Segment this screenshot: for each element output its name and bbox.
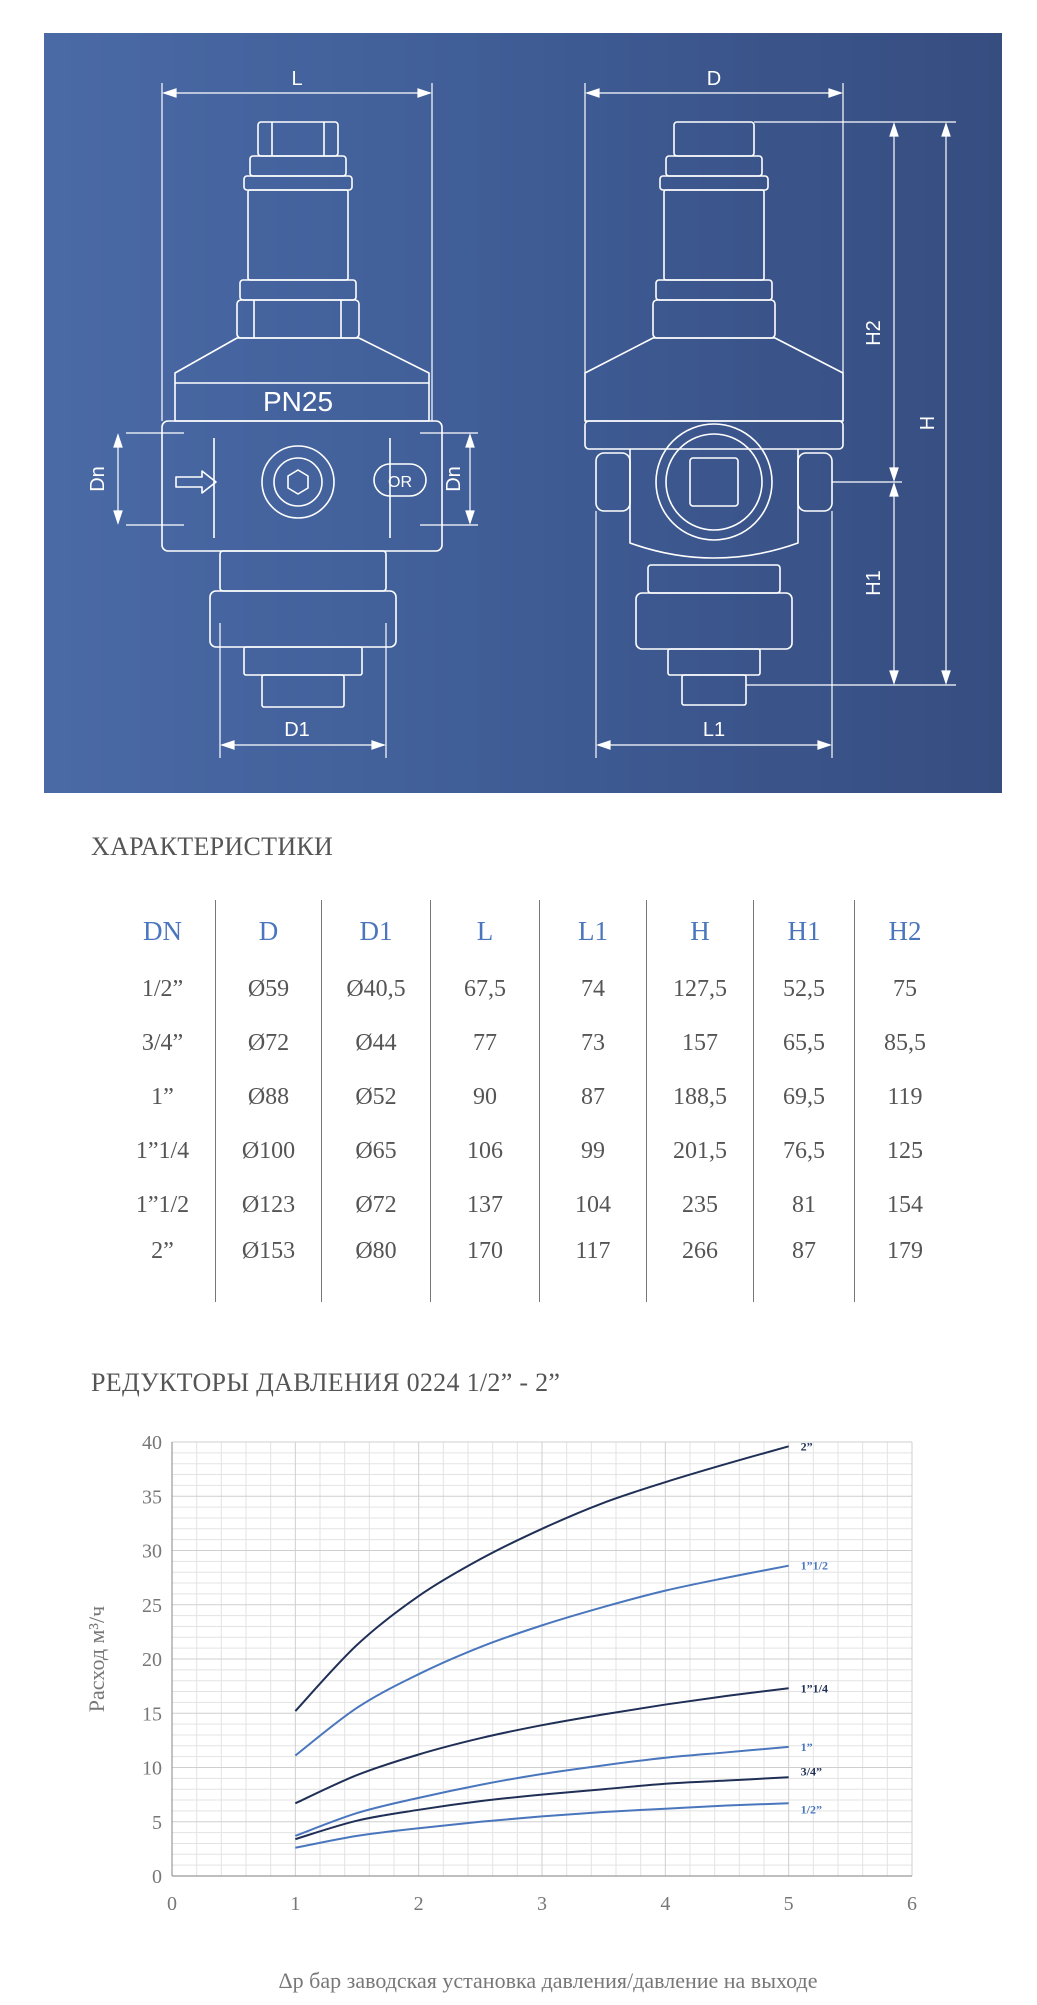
dim-label-dn-right: Dn — [443, 466, 465, 492]
series-label: 1” — [800, 1739, 813, 1754]
dim-label-l1: L1 — [702, 719, 726, 741]
cell-h1: 81 — [754, 1178, 855, 1232]
cell-d: Ø59 — [216, 962, 322, 1016]
x-tick-label: 2 — [413, 1893, 424, 1915]
drawing-labels — [87, 68, 939, 741]
header-h: H — [647, 900, 754, 962]
y-tick-label: 5 — [152, 1811, 162, 1834]
cell-d1: Ø40,5 — [322, 962, 431, 1016]
cell-h2: 179 — [855, 1232, 956, 1302]
y-tick-label: 15 — [142, 1703, 162, 1726]
y-tick-label: 20 — [142, 1649, 162, 1671]
x-tick-label: 5 — [783, 1893, 794, 1915]
cell-d: Ø88 — [216, 1070, 322, 1124]
series-label: 1/2” — [800, 1802, 823, 1817]
cell-h: 157 — [647, 1016, 754, 1070]
cell-d1: Ø52 — [322, 1070, 431, 1124]
x-tick-label: 1 — [290, 1893, 301, 1915]
series-label: 1”1/2 — [800, 1558, 829, 1573]
header-dn: DN — [143, 915, 182, 946]
x-axis-label: Δр бар заводская установка давления/давление на выходе — [278, 1968, 818, 1993]
cell-l: 77 — [431, 1016, 540, 1070]
cell-h1: 69,5 — [754, 1070, 855, 1124]
brand-logo: OR — [388, 474, 412, 491]
cell-l: 137 — [431, 1178, 540, 1232]
y-tick-label: 0 — [152, 1866, 162, 1888]
cell-h: 266 — [647, 1232, 754, 1302]
table-row — [110, 1070, 955, 1124]
x-tick-label: 0 — [167, 1893, 177, 1915]
cell-dn: 1/2” — [141, 975, 184, 1002]
series-label: 3/4” — [800, 1764, 823, 1779]
cell-l: 67,5 — [431, 962, 540, 1016]
x-tick-label: 3 — [537, 1893, 547, 1915]
dim-label-h2: H2 — [863, 320, 885, 346]
cell-h: 235 — [647, 1178, 754, 1232]
series-label: 1”1/4 — [800, 1681, 829, 1696]
pn-marking: PN25 — [262, 386, 334, 417]
cell-dn: 1”1/2 — [135, 1191, 190, 1218]
y-tick-label: 10 — [142, 1757, 162, 1780]
cell-dn: 3/4” — [141, 1029, 184, 1056]
cell-l1: 74 — [540, 962, 647, 1016]
y-tick-label: 25 — [142, 1594, 162, 1617]
cell-d1: Ø65 — [322, 1124, 431, 1178]
chart-title: РЕДУКТОРЫ ДАВЛЕНИЯ 0224 1/2” - 2” — [91, 1368, 561, 1397]
table-row — [110, 1124, 955, 1178]
cell-h: 188,5 — [647, 1070, 754, 1124]
x-tick-label: 6 — [907, 1893, 917, 1915]
dim-label-d: D — [706, 68, 722, 90]
specs-title: ХАРАКТЕРИСТИКИ — [91, 832, 334, 861]
y-tick-label: 30 — [142, 1540, 162, 1563]
cell-d: Ø72 — [216, 1016, 322, 1070]
cell-h2: 154 — [855, 1178, 956, 1232]
flow-chart-svg — [0, 1400, 1037, 2000]
cell-l1: 87 — [540, 1070, 647, 1124]
cell-h1: 87 — [754, 1232, 855, 1302]
technical-drawing — [44, 33, 1002, 793]
specs-table — [110, 900, 955, 1302]
y-tick-label: 35 — [142, 1486, 162, 1509]
table-row — [110, 1016, 955, 1070]
cell-l1: 73 — [540, 1016, 647, 1070]
cell-h2: 125 — [855, 1124, 956, 1178]
cell-h2: 85,5 — [855, 1016, 956, 1070]
cell-h1: 65,5 — [754, 1016, 855, 1070]
cell-dn: 2” — [151, 1238, 174, 1264]
cell-l: 170 — [431, 1232, 540, 1302]
dim-label-d1: D1 — [284, 719, 310, 741]
header-l1: L1 — [540, 900, 647, 962]
cell-l1: 117 — [540, 1232, 647, 1302]
cell-l: 90 — [431, 1070, 540, 1124]
y-axis-label: Расход м³/ч — [84, 1605, 109, 1713]
header-d1: D1 — [322, 900, 431, 962]
cell-h: 127,5 — [647, 962, 754, 1016]
cell-h1: 52,5 — [754, 962, 855, 1016]
cell-d: Ø153 — [216, 1232, 322, 1302]
cell-d1: Ø80 — [322, 1232, 431, 1302]
valve-drawing-svg — [44, 33, 1002, 793]
cell-h1: 76,5 — [754, 1124, 855, 1178]
cell-h: 201,5 — [647, 1124, 754, 1178]
dim-label-dn-left: Dn — [87, 466, 109, 492]
header-l: L — [431, 900, 540, 962]
table-header-row — [110, 900, 955, 962]
cell-l1: 99 — [540, 1124, 647, 1178]
cell-h2: 75 — [855, 962, 956, 1016]
dim-label-l: L — [291, 68, 303, 90]
cell-h2: 119 — [855, 1070, 956, 1124]
flow-chart — [0, 1400, 1037, 2000]
header-h2: H2 — [855, 900, 956, 962]
side-view — [585, 122, 843, 705]
y-tick-label: 40 — [142, 1432, 162, 1454]
cell-l: 106 — [431, 1124, 540, 1178]
dim-label-h: H — [917, 415, 939, 431]
cell-d: Ø123 — [216, 1178, 322, 1232]
table-row — [110, 1232, 955, 1302]
cell-dn: 1”1/4 — [135, 1137, 190, 1164]
header-d: D — [216, 900, 322, 962]
cell-dn: 1” — [151, 1083, 174, 1110]
cell-l1: 104 — [540, 1178, 647, 1232]
cell-d: Ø100 — [216, 1124, 322, 1178]
header-h1: H1 — [754, 900, 855, 962]
table-row — [110, 1178, 955, 1232]
cell-d1: Ø72 — [322, 1178, 431, 1232]
x-tick-label: 4 — [660, 1893, 671, 1915]
table-row — [110, 962, 955, 1016]
dim-label-h1: H1 — [863, 570, 885, 596]
series-label: 2” — [800, 1439, 813, 1454]
cell-d1: Ø44 — [322, 1016, 431, 1070]
